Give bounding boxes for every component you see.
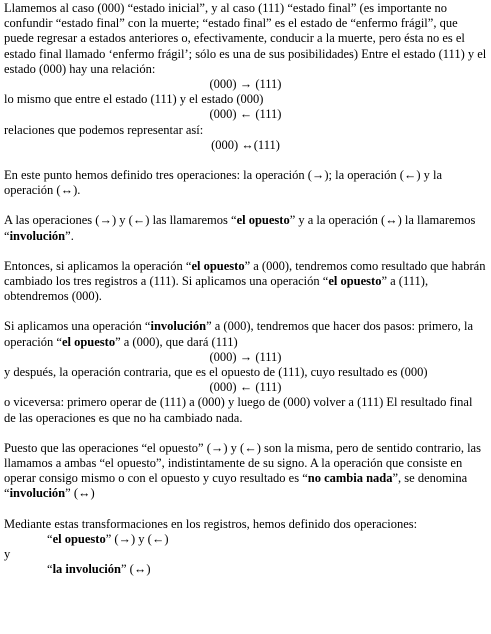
spacer	[4, 244, 487, 259]
list-item-la-involucion	[4, 562, 487, 577]
text: “	[47, 562, 53, 577]
paragraph-puesto-que	[4, 441, 487, 502]
term-involucion: involución	[150, 319, 207, 334]
term-la-involucion: la involución	[52, 562, 121, 577]
term-el-opuesto: el opuesto	[52, 531, 106, 546]
text: ” (→) y (←)	[105, 531, 169, 546]
formula-forward: (000) → (111)	[209, 77, 282, 92]
text: Puesto que las operaciones “el opuesto” (→) y (←) son la misma, pero de sentido contrario, las llamamos a ambas “el opuesto”, indistintamente de su signo. A la operación que consiste en operar consigo mismo o con el opuesto y cuyo resultado es “	[4, 440, 481, 486]
formula-step-forward: (000) → (111)	[209, 349, 282, 364]
text: Entonces, si aplicamos la operación “	[4, 258, 192, 273]
text: “	[47, 531, 53, 546]
paragraph-viceversa: o viceversa: primero operar de (111) a (000) y luego de (000) volver a (111) El resultado final de las operaciones es que no ha cambiado nada.	[4, 395, 473, 425]
spacer	[4, 198, 487, 213]
spacer	[4, 426, 487, 441]
paragraph-entonces	[4, 259, 487, 305]
paragraph-involucion-pasos	[4, 319, 487, 349]
text: ” (↔)	[65, 486, 95, 501]
text: Si aplicamos una operación “	[4, 319, 151, 334]
text: ” a (000), que dará (111)	[115, 334, 238, 349]
text: ”, se denomina “	[4, 471, 468, 501]
paragraph-llamaremos	[4, 213, 487, 243]
text: ” y a la operación (↔) la llamaremos “	[4, 213, 476, 243]
text: ” (↔)	[120, 562, 151, 577]
paragraph-relaciones: relaciones que podemos representar así:	[4, 122, 204, 137]
term-el-opuesto: el opuesto	[236, 213, 290, 228]
term-involucion: involución	[9, 486, 66, 501]
spacer	[4, 153, 487, 168]
term-involucion: involución	[9, 228, 66, 243]
text: ” a (000), tendremos como resultado que habrán cambiado los tres registros a (111). Si aplicamos una operación “	[4, 258, 486, 289]
paragraph-despues: y después, la operación contraria, que es el opuesto de (111), cuyo resultado es (000)	[4, 365, 428, 380]
text: A las operaciones (→) y (←) las llamaremos “	[4, 213, 237, 228]
formula-step-backward: (000) ← (111)	[209, 380, 282, 395]
spacer	[4, 304, 487, 319]
paragraph-estados: Llamemos al caso (000) “estado inicial”, y al caso (111) “estado final” (es importante no confundir “estado final” con la muerte; “estado final” es el estado de “enfermo frágil”, que puede regresar a estados anteriores o, efectivamente, conducir a la muerte, pero ésta no es el estado final llamado ‘enfermo frágil’; sólo es una de sus posibilidades) Entre el estado (111) y el estado (000) hay una relación:	[4, 1, 487, 76]
term-el-opuesto: el opuesto	[61, 334, 116, 349]
text: ” a (111), obtendremos (000).	[4, 274, 429, 304]
paragraph-y: y	[4, 547, 11, 562]
paragraph-lo-mismo: lo mismo que entre el estado (111) y el estado (000)	[4, 92, 264, 107]
paragraph-mediante: Mediante estas transformaciones en los registros, hemos definido dos operaciones:	[4, 516, 418, 531]
text: ” a (000), tendremos que hacer dos pasos: primero, la operación “	[4, 319, 473, 349]
formula-both: (000) ↔(111)	[211, 137, 280, 152]
formula-backward: (000) ← (111)	[209, 107, 282, 122]
text: ”.	[65, 228, 74, 243]
paragraph-tres-operaciones: En este punto hemos definido tres operaciones: la operación (→); la operación (←) y la operación (↔).	[4, 168, 443, 198]
term-el-opuesto: el opuesto	[328, 274, 382, 289]
spacer	[4, 502, 487, 517]
list-item-el-opuesto	[4, 532, 487, 547]
term-el-opuesto: el opuesto	[191, 258, 245, 273]
term-no-cambia-nada: no cambia nada	[307, 471, 393, 486]
